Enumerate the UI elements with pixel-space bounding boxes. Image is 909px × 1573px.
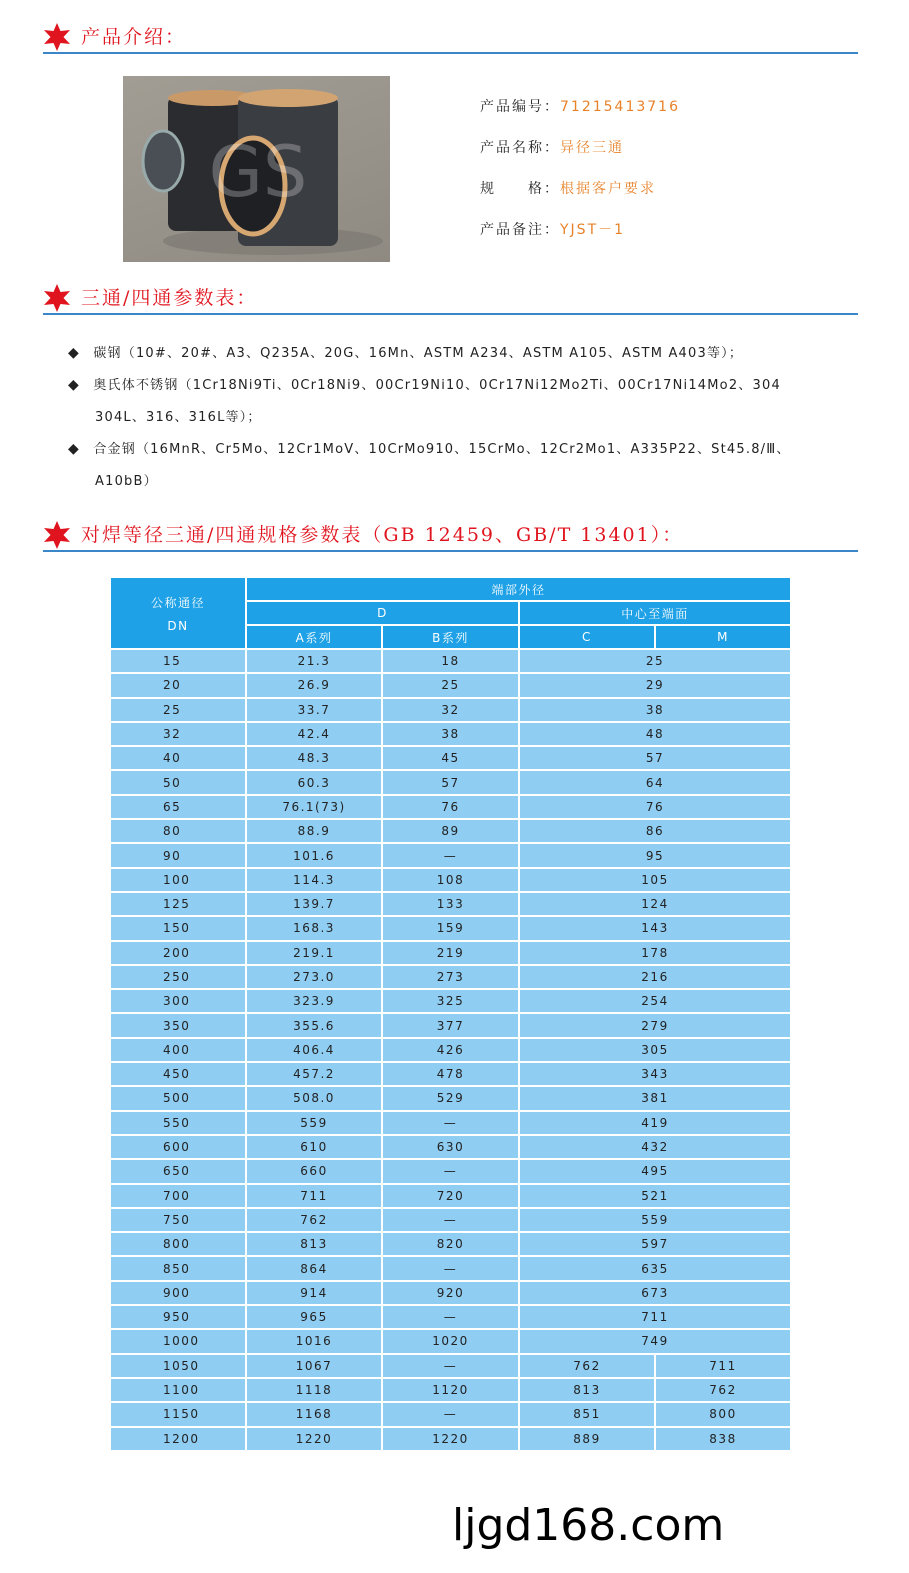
cell-b-series: 76 — [382, 795, 519, 819]
material-text: 碳钢（10#、20#、A3、Q235A、20G、16Mn、ASTM A234、ASTM A105、ASTM A403等）； — [93, 346, 744, 361]
cell-a-series: 355.6 — [246, 1013, 382, 1037]
cell-dn: 32 — [110, 722, 246, 746]
cell-m: 800 — [655, 1402, 791, 1426]
cell-dn: 450 — [110, 1062, 246, 1086]
table-row — [110, 1208, 791, 1232]
cell-c-m-merged: 254 — [519, 989, 791, 1013]
cell-c: 813 — [519, 1378, 655, 1402]
cell-b-series: 377 — [382, 1013, 519, 1037]
cell-dn: 850 — [110, 1256, 246, 1280]
material-text: 奥氏体不锈钢（1Cr18Ni9Ti、0Cr18Ni9、00Cr19Ni10、0Cr17Ni12Mo2Ti、00Cr17Ni14Mo2、304 — [93, 378, 781, 393]
cell-b-series: 108 — [382, 868, 519, 892]
section-title: 产品介绍： — [81, 26, 187, 48]
table-row — [110, 868, 791, 892]
cell-b-series: 18 — [382, 649, 519, 673]
table-row — [110, 1038, 791, 1062]
cell-b-series: 478 — [382, 1062, 519, 1086]
cell-b-series: 920 — [382, 1281, 519, 1305]
cell-m: 838 — [655, 1427, 791, 1451]
cell-c-m-merged: 86 — [519, 819, 791, 843]
cell-dn: 250 — [110, 965, 246, 989]
field-label: 产品备注： — [480, 222, 560, 238]
cell-a-series: 711 — [246, 1184, 382, 1208]
cell-a-series: 76.1(73) — [246, 795, 382, 819]
cell-a-series: 457.2 — [246, 1062, 382, 1086]
cell-c: 889 — [519, 1427, 655, 1451]
red-star-icon — [43, 521, 71, 549]
cell-c-m-merged: 343 — [519, 1062, 791, 1086]
cell-b-series: — — [382, 1256, 519, 1280]
header-b-series: B系列 — [382, 625, 519, 649]
table-row — [110, 1159, 791, 1183]
table-row — [110, 892, 791, 916]
cell-c-m-merged: 673 — [519, 1281, 791, 1305]
cell-b-series: 133 — [382, 892, 519, 916]
table-row — [110, 1378, 791, 1402]
table-row — [110, 1111, 791, 1135]
cell-a-series: 101.6 — [246, 843, 382, 867]
field-value: 异径三通 — [560, 140, 624, 156]
table-row — [110, 843, 791, 867]
cell-b-series: — — [382, 1208, 519, 1232]
cell-dn: 750 — [110, 1208, 246, 1232]
cell-m: 711 — [655, 1354, 791, 1378]
cell-c-m-merged: 559 — [519, 1208, 791, 1232]
site-watermark: ljgd168.com — [452, 1500, 725, 1551]
material-text: 合金钢（16MnR、Cr5Mo、12Cr1MoV、10CrMo910、15CrMo、12Cr2Mo1、A335P22、St45.8/Ⅲ、 — [93, 442, 791, 457]
cell-b-series: 325 — [382, 989, 519, 1013]
cell-b-series: — — [382, 1402, 519, 1426]
cell-c-m-merged: 64 — [519, 770, 791, 794]
cell-c-m-merged: 38 — [519, 698, 791, 722]
red-star-icon — [43, 284, 71, 312]
cell-dn: 90 — [110, 843, 246, 867]
cell-b-series: 1020 — [382, 1329, 519, 1353]
cell-c-m-merged: 76 — [519, 795, 791, 819]
section-heading-params — [43, 281, 858, 315]
field-value: 根据客户要求 — [560, 181, 656, 197]
diamond-bullet-icon: ◆ — [68, 345, 80, 361]
product-image — [123, 76, 390, 262]
table-row — [110, 989, 791, 1013]
table-row — [110, 722, 791, 746]
cell-c-m-merged: 305 — [519, 1038, 791, 1062]
cell-c-m-merged: 432 — [519, 1135, 791, 1159]
cell-a-series: 273.0 — [246, 965, 382, 989]
cell-c-m-merged: 48 — [519, 722, 791, 746]
cell-c-m-merged: 381 — [519, 1086, 791, 1110]
cell-a-series: 33.7 — [246, 698, 382, 722]
cell-c-m-merged: 25 — [519, 649, 791, 673]
table-row — [110, 746, 791, 770]
cell-a-series: 1067 — [246, 1354, 382, 1378]
cell-dn: 50 — [110, 770, 246, 794]
cell-dn: 1000 — [110, 1329, 246, 1353]
cell-c: 851 — [519, 1402, 655, 1426]
cell-dn: 950 — [110, 1305, 246, 1329]
material-item-carbon-steel — [68, 342, 743, 361]
cell-b-series: 426 — [382, 1038, 519, 1062]
table-row — [110, 770, 791, 794]
cell-c-m-merged: 521 — [519, 1184, 791, 1208]
cell-a-series: 864 — [246, 1256, 382, 1280]
table-row — [110, 649, 791, 673]
cell-dn: 150 — [110, 916, 246, 940]
cell-dn: 600 — [110, 1135, 246, 1159]
cell-c-m-merged: 279 — [519, 1013, 791, 1037]
section-heading-intro — [43, 20, 858, 54]
cell-dn: 100 — [110, 868, 246, 892]
cell-c-m-merged: 124 — [519, 892, 791, 916]
cell-b-series: 57 — [382, 770, 519, 794]
cell-b-series: 630 — [382, 1135, 519, 1159]
table-row — [110, 1013, 791, 1037]
header-a-series: A系列 — [246, 625, 382, 649]
cell-c-m-merged: 57 — [519, 746, 791, 770]
cell-a-series: 323.9 — [246, 989, 382, 1013]
header-d: D — [246, 601, 519, 625]
cell-dn: 1200 — [110, 1427, 246, 1451]
field-value: YJST－1 — [560, 222, 626, 238]
cell-a-series: 406.4 — [246, 1038, 382, 1062]
cell-b-series: 89 — [382, 819, 519, 843]
cell-dn: 25 — [110, 698, 246, 722]
material-text-continued: 304L、316、316L等）； — [95, 410, 262, 425]
cell-a-series: 139.7 — [246, 892, 382, 916]
red-star-icon — [43, 23, 71, 51]
cell-b-series: 159 — [382, 916, 519, 940]
header-dn-code: DN — [167, 618, 189, 633]
cell-dn: 125 — [110, 892, 246, 916]
cell-b-series: 529 — [382, 1086, 519, 1110]
cell-dn: 200 — [110, 941, 246, 965]
section-heading-spec-table — [43, 518, 858, 552]
cell-b-series: 219 — [382, 941, 519, 965]
cell-c-m-merged: 495 — [519, 1159, 791, 1183]
cell-b-series: 720 — [382, 1184, 519, 1208]
cell-b-series: 38 — [382, 722, 519, 746]
field-label: 产品名称： — [480, 140, 560, 156]
cell-dn: 800 — [110, 1232, 246, 1256]
table-row — [110, 1281, 791, 1305]
material-item-stainless-steel — [68, 374, 781, 393]
cell-dn: 300 — [110, 989, 246, 1013]
cell-a-series: 114.3 — [246, 868, 382, 892]
cell-dn: 65 — [110, 795, 246, 819]
cell-m: 762 — [655, 1378, 791, 1402]
field-value: 71215413716 — [560, 99, 680, 115]
field-label: 规 格： — [480, 181, 560, 197]
cell-a-series: 219.1 — [246, 941, 382, 965]
cell-a-series: 48.3 — [246, 746, 382, 770]
header-dn-label: 公称通径 — [150, 595, 205, 610]
cell-c-m-merged: 29 — [519, 673, 791, 697]
cell-dn: 20 — [110, 673, 246, 697]
table-row — [110, 1232, 791, 1256]
cell-c-m-merged: 711 — [519, 1305, 791, 1329]
cell-b-series: 32 — [382, 698, 519, 722]
header-outer-diameter: 端部外径 — [246, 577, 791, 601]
product-name-field — [480, 137, 624, 157]
product-note-field — [480, 219, 625, 239]
cell-dn: 40 — [110, 746, 246, 770]
cell-a-series: 610 — [246, 1135, 382, 1159]
table-row — [110, 1329, 791, 1353]
table-row — [110, 1427, 791, 1451]
cell-dn: 15 — [110, 649, 246, 673]
cell-a-series: 42.4 — [246, 722, 382, 746]
cell-b-series: 1120 — [382, 1378, 519, 1402]
table-row — [110, 965, 791, 989]
cell-a-series: 1220 — [246, 1427, 382, 1451]
table-row — [110, 1184, 791, 1208]
cell-c: 762 — [519, 1354, 655, 1378]
cell-c-m-merged: 597 — [519, 1232, 791, 1256]
cell-a-series: 88.9 — [246, 819, 382, 843]
header-c: C — [519, 625, 655, 649]
product-code-field — [480, 96, 680, 116]
cell-a-series: 1168 — [246, 1402, 382, 1426]
cell-a-series: 813 — [246, 1232, 382, 1256]
table-row — [110, 941, 791, 965]
cell-b-series: 273 — [382, 965, 519, 989]
cell-a-series: 1118 — [246, 1378, 382, 1402]
pipe-tee-illustration — [123, 76, 390, 262]
cell-b-series: 25 — [382, 673, 519, 697]
material-item-alloy-steel — [68, 438, 791, 457]
cell-a-series: 60.3 — [246, 770, 382, 794]
cell-c-m-merged: 419 — [519, 1111, 791, 1135]
cell-c-m-merged: 749 — [519, 1329, 791, 1353]
table-row — [110, 673, 791, 697]
cell-dn: 80 — [110, 819, 246, 843]
cell-dn: 400 — [110, 1038, 246, 1062]
cell-c-m-merged: 216 — [519, 965, 791, 989]
cell-b-series: 820 — [382, 1232, 519, 1256]
product-spec-field — [480, 178, 656, 198]
cell-c-m-merged: 178 — [519, 941, 791, 965]
cell-a-series: 508.0 — [246, 1086, 382, 1110]
table-row — [110, 1256, 791, 1280]
table-row — [110, 1086, 791, 1110]
cell-dn: 1100 — [110, 1378, 246, 1402]
cell-a-series: 965 — [246, 1305, 382, 1329]
header-m: M — [655, 625, 791, 649]
table-row — [110, 916, 791, 940]
cell-a-series: 914 — [246, 1281, 382, 1305]
cell-c-m-merged: 95 — [519, 843, 791, 867]
cell-a-series: 660 — [246, 1159, 382, 1183]
spec-table-body — [110, 649, 791, 1451]
table-row — [110, 1402, 791, 1426]
table-row — [110, 1354, 791, 1378]
cell-b-series: — — [382, 843, 519, 867]
cell-b-series: 45 — [382, 746, 519, 770]
cell-dn: 500 — [110, 1086, 246, 1110]
cell-a-series: 26.9 — [246, 673, 382, 697]
cell-a-series: 559 — [246, 1111, 382, 1135]
cell-b-series: — — [382, 1305, 519, 1329]
cell-c-m-merged: 635 — [519, 1256, 791, 1280]
table-row — [110, 795, 791, 819]
cell-c-m-merged: 143 — [519, 916, 791, 940]
cell-dn: 1050 — [110, 1354, 246, 1378]
cell-a-series: 21.3 — [246, 649, 382, 673]
cell-b-series: — — [382, 1111, 519, 1135]
table-row — [110, 819, 791, 843]
cell-dn: 700 — [110, 1184, 246, 1208]
diamond-bullet-icon: ◆ — [68, 377, 80, 393]
table-row — [110, 1135, 791, 1159]
cell-dn: 350 — [110, 1013, 246, 1037]
field-label: 产品编号： — [480, 99, 560, 115]
table-row — [110, 698, 791, 722]
cell-dn: 550 — [110, 1111, 246, 1135]
section-title: 三通/四通参数表： — [81, 287, 258, 309]
spec-table — [109, 576, 792, 1452]
cell-dn: 650 — [110, 1159, 246, 1183]
material-text-continued: A10bB） — [95, 474, 158, 489]
table-row — [110, 1305, 791, 1329]
svg-text:GS: GS — [208, 131, 308, 213]
cell-dn: 1150 — [110, 1402, 246, 1426]
cell-a-series: 762 — [246, 1208, 382, 1232]
cell-b-series: — — [382, 1354, 519, 1378]
section-title: 对焊等径三通/四通规格参数表（GB 12459、GB/T 13401）： — [81, 524, 684, 546]
cell-dn: 900 — [110, 1281, 246, 1305]
cell-c-m-merged: 105 — [519, 868, 791, 892]
header-center-to-end: 中心至端面 — [519, 601, 791, 625]
cell-a-series: 1016 — [246, 1329, 382, 1353]
table-row — [110, 1062, 791, 1086]
diamond-bullet-icon: ◆ — [68, 441, 80, 457]
cell-b-series: 1220 — [382, 1427, 519, 1451]
cell-a-series: 168.3 — [246, 916, 382, 940]
cell-b-series: — — [382, 1159, 519, 1183]
header-dn — [110, 577, 246, 649]
